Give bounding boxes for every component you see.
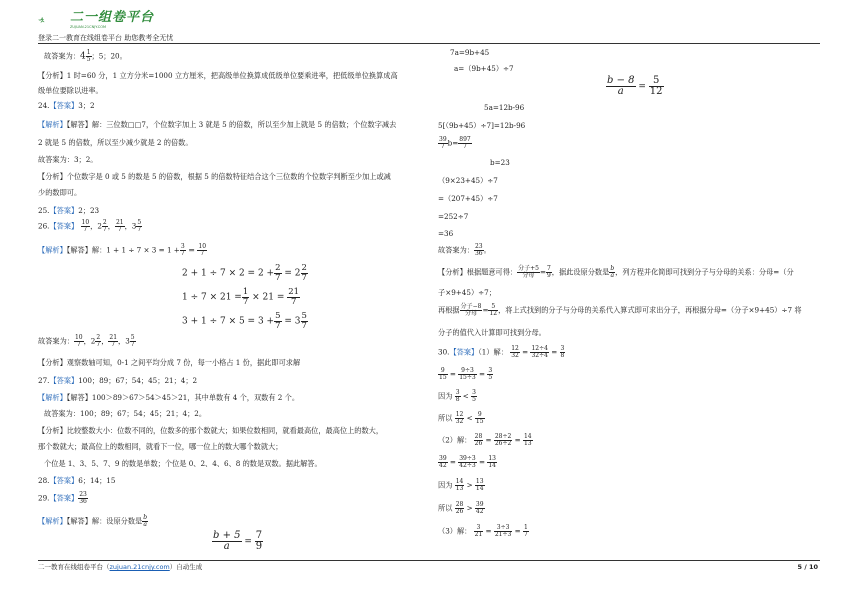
question-30-answer: 30.【答案】（1）解： $\frac{12}{32}$ = $\frac{12\div 4}{32\div 4}$ = $\frac{3}{8}$ — [438, 345, 565, 359]
logo-subtext: ZUJUAN.21CNJY.COM — [70, 25, 106, 29]
header-title[interactable]: 登录二一教育在线组卷平台 助您教考全无忧 — [38, 34, 174, 42]
text-line: 【分析】1 时=60 分，1 立方分米=1000 立方厘米，把高级单位换算成低级单位要乘进率，把低级单位换算成高 — [38, 71, 398, 80]
math-line: 因为 $\frac{3}{8}$ < $\frac{3}{5}$ — [438, 389, 476, 403]
math-line: b=23 — [490, 158, 510, 167]
math-line: 因为 $\frac{14}{13}$ > $\frac{13}{14}$ — [438, 478, 484, 492]
question-24-explain: 【解析】【解答】解：三位数□□7，个位数字加上 3 就是 5 的倍数，所以至少加上就是 5 的倍数；个位数字减去 — [38, 120, 397, 129]
text-line: 【分析】观察数轴可知，0-1 之间平均分成 7 份，每一小格占 1 份，据此即可求解 — [38, 358, 301, 367]
math-line: $\frac{39}{7}$ b= $\frac{897}{7}$ — [439, 136, 471, 150]
text-line: 级单位要除以进率。 — [38, 86, 103, 95]
math-line: $\frac{9}{15}$ = $\frac{9\div 3}{15\div 3}$ = $\frac{3}{5}$ — [439, 367, 493, 381]
question-26-answer: 26.【答案】 $\frac{10}{7}$ ，2 $\frac{2}{7}$ ， $\frac{21}{7}$ ，3 $\frac{5}{7}$ — [38, 219, 142, 233]
header-divider — [38, 43, 820, 44]
text-line: 再根据 $\frac{\text{分子−8}}{\text{分母}}$ = $\frac{5}{12}$ ，将上式找到的分子与分母的关系代入算式即可求出分子，再根据分母=（分子×9+45）÷7 将 — [438, 303, 802, 317]
math-line: （3）解： $\frac{3}{21}$ = $\frac{3\div 3}{21\div 3}$ = $\frac{1}{7}$ — [438, 524, 528, 538]
logo-text: 二一组卷平台 — [70, 10, 155, 25]
question-29-analysis: 【分析】根据题意可得： $\frac{\text{分子+5}}{\text{分母}}$ = $\frac{7}{9}$ ，据此设原分数是 $\frac{b}{a}$ ，列方程并化简即可找到分子与分母的关系：分母=（分 — [438, 265, 794, 279]
text-line: 个位是 1、3、5、7、9 的数是单数；个位是 0、2、4、6、8 的数是双数。据此解答。 — [44, 459, 322, 468]
math-line: 所以 $\frac{12}{32}$ < $\frac{9}{15}$ — [438, 411, 484, 425]
text-line: 少的数即可。 — [38, 188, 82, 197]
text-line: 【分析】比较整数大小：位数不同的，位数多的那个数就大；如果位数相同，就看最高位，最高位上的数大， — [38, 426, 384, 435]
math-line: a=（9b+45）÷7 — [454, 64, 514, 73]
math-line: =252÷7 — [438, 212, 469, 221]
text-line: 【分析】个位数字是 0 或 5 的数是 5 的倍数，根据 5 的倍数特征结合这个三位数的个位数字判断至少加上或减 — [38, 172, 391, 181]
math-line: （9×23+45）÷7 — [438, 176, 498, 185]
math-line: （2）解： $\frac{28}{26}$ = $\frac{28\div 2}{26\div 2}$ = $\frac{14}{13}$ — [438, 433, 532, 447]
question-29-explain: 【解析】【解答】解：设原分数是 $\frac{b}{a}$ — [38, 514, 148, 528]
text-line: 子×9+45）÷7； — [438, 288, 496, 297]
question-28-answer: 28.【答案】6；14；15 — [38, 476, 116, 485]
question-27-explain: 【解析】【解答】100＞89＞67＞54＞45＞21，其中单数有 4 个，双数有 2 个。 — [38, 393, 300, 402]
footer-link[interactable]: zujuan.21cnjy.com — [109, 563, 170, 571]
text-line: 故答案为：3；2。 — [38, 155, 98, 164]
math-line: 1 ÷ 7 × 21 = $\frac{1}{7}$ × 21 = $\frac{21}{7}$ — [182, 287, 300, 307]
text-line: 那个数就大；最高位上的数相同，就看下一位，哪一位上的数大哪个数就大； — [38, 442, 283, 451]
question-24-answer: 24.【答案】3；2 — [38, 101, 95, 110]
text-line: 故答案为：4 $\frac{1}{5}$ ；5；20。 — [44, 49, 127, 63]
text-line: 2 就是 5 的倍数，所以至少减少就是 2 的倍数。 — [38, 138, 193, 147]
math-line: $\frac{39}{42}$ = $\frac{39\div 3}{42\div 3}$ = $\frac{13}{14}$ — [439, 455, 496, 469]
question-29-answer: 29.【答案】 $\frac{23}{36}$ — [38, 491, 87, 505]
equation: $\frac{b + 5}{a}$ = $\frac{7}{9}$ — [213, 530, 263, 552]
math-line: =（207+45）÷7 — [438, 194, 498, 203]
math-line: 所以 $\frac{28}{26}$ > $\frac{39}{42}$ — [438, 501, 484, 515]
equation: $\frac{b - 8}{a}$ = $\frac{5}{12}$ — [607, 75, 663, 97]
logo-runner-icon — [38, 8, 70, 32]
question-27-answer: 27.【答案】100；89；67；54；45；21；4；2 — [38, 376, 198, 385]
math-line: =36 — [438, 229, 454, 238]
question-26-explain: 【解析】【解答】解：1 + 1 ÷ 7 × 3 = 1 + $\frac{3}{7}$ = $\frac{10}{7}$ — [38, 243, 207, 257]
footer-divider — [38, 560, 820, 561]
math-line: 5a=12b-96 — [484, 103, 525, 112]
footer-source: 二一教育在线组卷平台（zujuan.21cnjy.com）自动生成 — [38, 563, 203, 571]
text-line: 故答案为： $\frac{10}{7}$ ，2 $\frac{2}{7}$ ， $\frac{21}{7}$ ，3 $\frac{5}{7}$ — [38, 334, 135, 348]
math-line: 7a=9b+45 — [450, 48, 490, 57]
math-line: 2 + 1 ÷ 7 × 2 = 2 + $\frac{2}{7}$ = 2 $\frac{2}{7}$ — [182, 263, 307, 283]
math-line: 5[（9b+45）÷7]=12b-96 — [438, 121, 526, 130]
page-number: 5 / 10 — [797, 563, 818, 571]
text-line: 故答案为： $\frac{23}{36}$ 。 — [438, 243, 491, 257]
text-line: 故答案为：100；89；67；54；45；21；4；2。 — [44, 409, 207, 418]
question-25-answer: 25.【答案】2；23 — [38, 206, 100, 215]
text-line: 分子的值代入计算即可找到分母。 — [438, 328, 546, 337]
math-line: 3 + 1 ÷ 7 × 5 = 3 + $\frac{5}{7}$ = 3 $\frac{5}{7}$ — [182, 311, 307, 331]
